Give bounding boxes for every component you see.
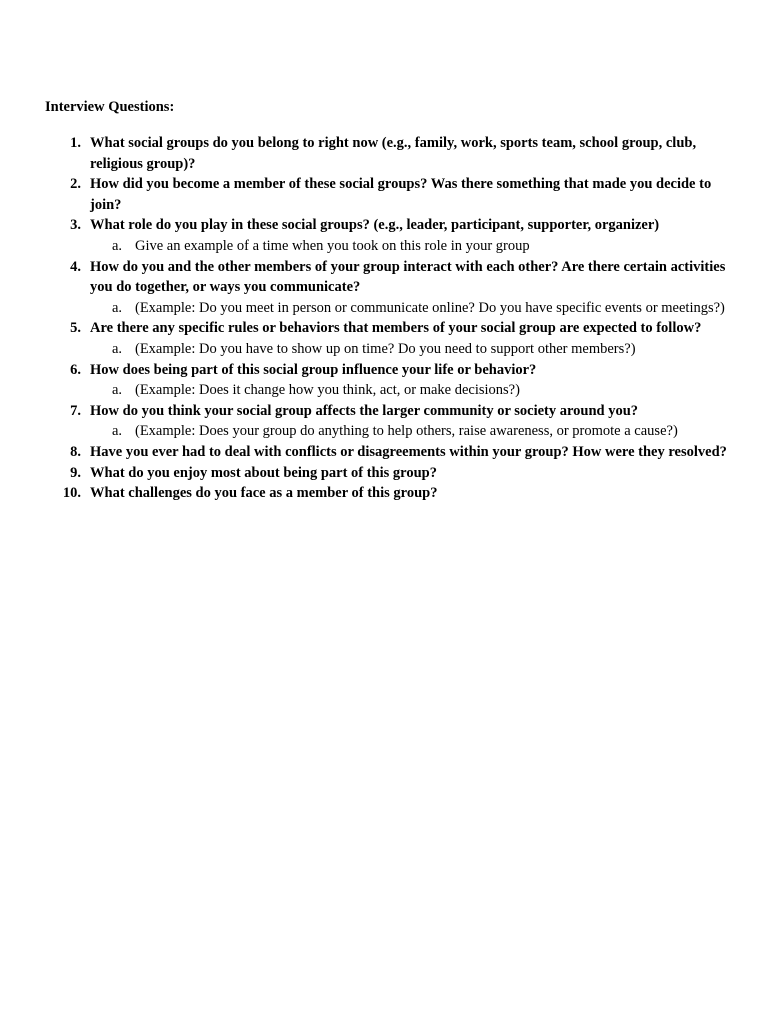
question-text: How do you think your social group affects the larger community or society around you? [90, 402, 639, 419]
question-item [45, 360, 735, 401]
question-number: 3. [70, 217, 81, 234]
sub-question-text: (Example: Do you have to show up on time? Do you need to support other members?) [135, 340, 636, 357]
sub-question-item [90, 339, 735, 360]
sub-question-letter: a. [112, 237, 123, 254]
question-number: 10. [62, 485, 81, 502]
question-item [45, 483, 735, 504]
question-number: 1. [70, 135, 81, 151]
sub-question-letter: a. [112, 299, 123, 316]
question-text: What challenges do you face as a member of this group? [90, 485, 438, 502]
sub-question-letter: a. [112, 382, 123, 399]
question-number: 9. [70, 464, 81, 481]
question-text: What social groups do you belong to right now (e.g., family, work, sports team, school group, club, religious group)? [90, 135, 697, 172]
document-heading: Interview Questions: [45, 99, 175, 115]
question-item [45, 463, 735, 484]
question-text: What do you enjoy most about being part of this group? [90, 464, 437, 481]
question-text: What role do you play in these social groups? (e.g., leader, participant, supporter, organizer) [90, 217, 660, 234]
sub-question-text: (Example: Does your group do anything to help others, raise awareness, or promote a cause?) [135, 423, 678, 440]
sub-question-item [90, 298, 735, 319]
question-number: 6. [70, 361, 81, 378]
question-item [45, 133, 735, 174]
question-text: How does being part of this social group influence your life or behavior? [90, 361, 537, 378]
question-text: Are there any specific rules or behaviors that members of your social group are expected to follow? [90, 320, 702, 337]
question-number: 7. [70, 402, 81, 419]
sub-question-list [90, 380, 735, 401]
question-number: 2. [70, 176, 81, 193]
sub-question-letter: a. [112, 340, 123, 357]
sub-question-item [90, 236, 735, 257]
sub-question-list [90, 339, 735, 360]
sub-question-item [90, 421, 735, 442]
question-list [45, 133, 735, 504]
question-text: How did you become a member of these social groups? Was there something that made you decide to join? [90, 176, 712, 213]
sub-question-text: (Example: Does it change how you think, act, or make decisions?) [135, 382, 520, 399]
sub-question-list [90, 298, 735, 319]
question-item [45, 174, 735, 215]
question-number: 5. [70, 320, 81, 337]
question-text: Have you ever had to deal with conflicts or disagreements within your group? How were they resolved? [90, 443, 727, 460]
question-item [45, 257, 735, 319]
sub-question-text: Give an example of a time when you took on this role in your group [135, 237, 530, 254]
sub-question-text: (Example: Do you meet in person or communicate online? Do you have specific events or meetings?) [135, 299, 725, 316]
question-number: 4. [70, 258, 81, 275]
sub-question-list [90, 236, 735, 257]
question-item [45, 442, 735, 463]
question-number: 8. [70, 443, 81, 460]
sub-question-item [90, 380, 735, 401]
question-item [45, 215, 735, 256]
question-text: How do you and the other members of your group interact with each other? Are there certain activities you do together, or ways you communicate? [90, 258, 726, 296]
question-item [45, 318, 735, 359]
question-item [45, 401, 735, 442]
sub-question-list [90, 421, 735, 442]
sub-question-letter: a. [112, 423, 123, 440]
